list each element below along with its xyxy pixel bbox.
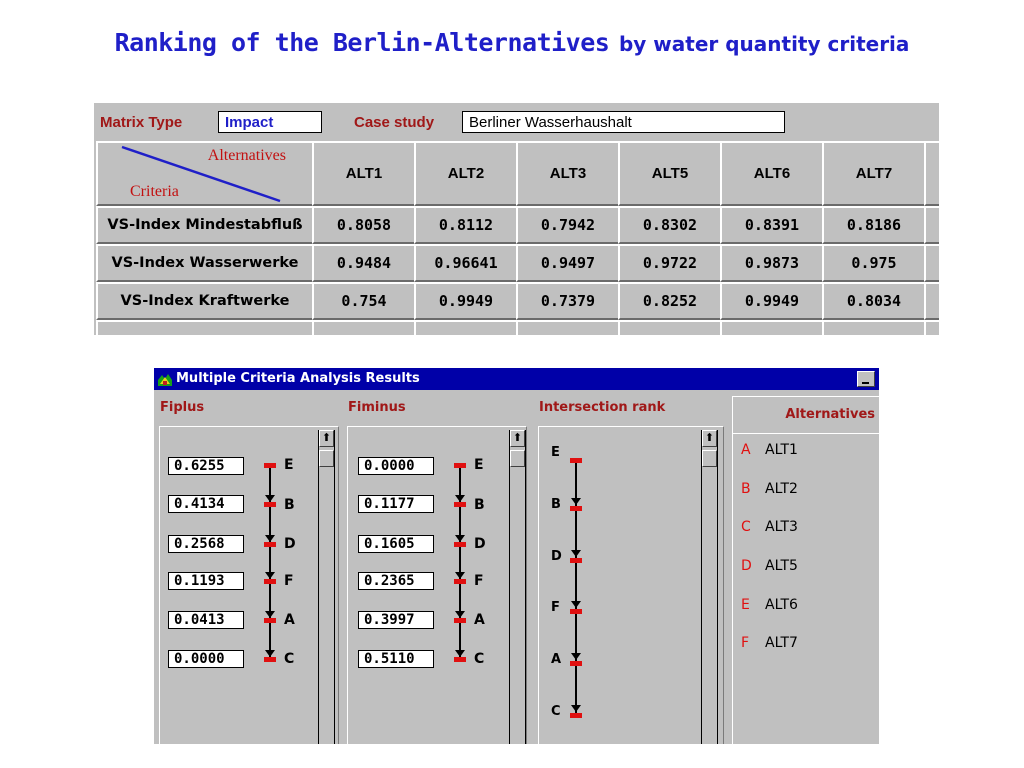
down-arrow-icon — [455, 572, 465, 579]
down-arrow-icon — [455, 535, 465, 542]
fiminus-letter: F — [474, 573, 484, 589]
matrix-cell[interactable]: 0.96641 — [414, 244, 518, 282]
down-arrow-icon — [265, 495, 275, 502]
fiplus-label: Fiplus — [160, 400, 205, 415]
alternative-item-c[interactable] — [741, 519, 798, 535]
rank-marker — [454, 657, 466, 662]
matrix-cell[interactable]: 0.8034 — [822, 282, 926, 320]
alternatives-header — [733, 397, 879, 434]
intersection-rank-label: Intersection rank — [539, 400, 666, 415]
intersection-letter: A — [551, 652, 562, 667]
fiminus-value[interactable]: 0.1177 — [358, 495, 434, 513]
fiplus-value[interactable]: 0.2568 — [168, 535, 244, 553]
down-arrow-icon — [571, 550, 581, 557]
intersection-panel — [538, 426, 724, 744]
down-arrow-icon — [455, 650, 465, 657]
matrix-cell[interactable]: 0.8252 — [618, 282, 722, 320]
matrix-cell[interactable]: 0.7379 — [516, 282, 620, 320]
matrix-type-label: Matrix Type — [100, 114, 183, 131]
intersection-letter: D — [551, 549, 562, 564]
fiplus-letter: B — [284, 497, 295, 513]
fiplus-value[interactable]: 0.0000 — [168, 650, 244, 668]
fiminus-value[interactable]: 0.5110 — [358, 650, 434, 668]
rank-marker — [570, 558, 582, 563]
alternative-name: ALT1 — [765, 442, 798, 458]
row-label-mindestabfluss[interactable]: VS-Index Mindestabfluß — [96, 206, 314, 244]
fiminus-value[interactable]: 0.2365 — [358, 572, 434, 590]
column-header-alt3[interactable]: ALT3 — [516, 141, 620, 206]
down-arrow-icon — [265, 572, 275, 579]
rank-marker — [264, 463, 276, 468]
matrix-cell-overflow — [924, 282, 939, 320]
fiminus-rank-line — [459, 463, 461, 657]
down-arrow-icon — [265, 611, 275, 618]
scroll-up-icon: ⬆ — [704, 432, 715, 444]
fiplus-letter: D — [284, 536, 296, 552]
alternative-key: E — [741, 597, 750, 613]
fiminus-letter: E — [474, 457, 484, 473]
matrix-type-field[interactable]: Impact — [218, 111, 322, 133]
fiplus-letter: C — [284, 651, 295, 667]
case-study-label: Case study — [354, 114, 435, 131]
fiplus-value[interactable]: 0.0413 — [168, 611, 244, 629]
fiminus-letter: D — [474, 536, 486, 552]
alternative-key: F — [741, 635, 750, 651]
down-arrow-icon — [455, 611, 465, 618]
matrix-cell[interactable]: 0.8058 — [312, 206, 416, 244]
rank-marker — [570, 506, 582, 511]
column-header-alt7[interactable]: ALT7 — [822, 141, 926, 206]
down-arrow-icon — [571, 601, 581, 608]
matrix-cell[interactable] — [822, 320, 926, 335]
matrix-cell[interactable]: 0.9722 — [618, 244, 722, 282]
scroll-up-icon: ⬆ — [321, 432, 332, 444]
fiminus-value[interactable]: 0.1605 — [358, 535, 434, 553]
matrix-cell[interactable]: 0.9949 — [720, 282, 824, 320]
matrix-cell[interactable]: 0.754 — [312, 282, 416, 320]
matrix-cell[interactable] — [516, 320, 620, 335]
scroll-thumb[interactable] — [510, 450, 525, 467]
scroll-up-button[interactable] — [702, 430, 717, 447]
matrix-cell-overflow — [924, 320, 939, 335]
down-arrow-icon — [571, 705, 581, 712]
fiminus-scrollbar[interactable] — [509, 430, 526, 744]
down-arrow-icon — [265, 650, 275, 657]
fiplus-letter: F — [284, 573, 294, 589]
rank-marker — [454, 502, 466, 507]
matrix-cell[interactable] — [618, 320, 722, 335]
rank-marker — [570, 661, 582, 666]
corner-alternatives-label: Alternatives — [207, 147, 286, 164]
fiplus-letter: A — [284, 612, 295, 628]
fiplus-scrollbar[interactable] — [318, 430, 335, 744]
rank-marker — [454, 579, 466, 584]
case-study-field[interactable]: Berliner Wasserhaushalt — [462, 111, 785, 133]
scroll-up-button[interactable] — [319, 430, 334, 447]
matrix-cell[interactable] — [312, 320, 416, 335]
scroll-up-button[interactable] — [510, 430, 525, 447]
alternatives-header-label: Alternatives — [785, 407, 875, 422]
fiplus-value[interactable]: 0.4134 — [168, 495, 244, 513]
intersection-letter: E — [551, 445, 560, 460]
matrix-cell[interactable]: 0.975 — [822, 244, 926, 282]
matrix-cell[interactable]: 0.8112 — [414, 206, 518, 244]
column-header-alt6[interactable]: ALT6 — [720, 141, 824, 206]
matrix-cell[interactable]: 0.8302 — [618, 206, 722, 244]
fiplus-value[interactable]: 0.6255 — [168, 457, 244, 475]
app-icon — [157, 371, 173, 387]
minimize-button[interactable] — [857, 371, 875, 387]
title-sub: by water quantity criteria — [618, 32, 910, 56]
alternative-name: ALT3 — [765, 519, 798, 535]
rank-marker — [264, 502, 276, 507]
minimize-icon — [862, 382, 869, 384]
rank-marker — [570, 713, 582, 718]
alternative-item-a[interactable] — [741, 442, 798, 458]
mca-results-window — [154, 368, 879, 744]
matrix-cell[interactable]: 0.9484 — [312, 244, 416, 282]
alternative-item-f[interactable] — [741, 635, 798, 651]
fiplus-rank-line — [269, 463, 271, 657]
matrix-cell[interactable]: 0.9949 — [414, 282, 518, 320]
down-arrow-icon — [571, 498, 581, 505]
matrix-cell-overflow — [924, 244, 939, 282]
alternative-item-b[interactable] — [741, 481, 798, 497]
column-header-alt5[interactable]: ALT5 — [618, 141, 722, 206]
rank-marker — [454, 463, 466, 468]
row-label-empty[interactable] — [96, 320, 314, 335]
fiminus-label: Fiminus — [348, 400, 406, 415]
scroll-up-icon: ⬆ — [512, 432, 523, 444]
scroll-thumb[interactable] — [319, 450, 334, 467]
alternative-key: A — [741, 442, 751, 458]
fiminus-letter: B — [474, 497, 485, 513]
alternative-name: ALT2 — [765, 481, 798, 497]
alternatives-panel — [732, 396, 879, 744]
corner-criteria-label: Criteria — [130, 183, 179, 200]
alternative-key: B — [741, 481, 751, 497]
fiminus-letter: A — [474, 612, 485, 628]
title-main: Ranking of the Berlin-Alternatives — [114, 28, 610, 57]
row-label-wasserwerke[interactable]: VS-Index Wasserwerke — [96, 244, 314, 282]
fiminus-value[interactable]: 0.3997 — [358, 611, 434, 629]
rank-marker — [264, 579, 276, 584]
intersection-letter: B — [551, 497, 561, 512]
fiplus-value[interactable]: 0.1193 — [168, 572, 244, 590]
alternative-key: C — [741, 519, 751, 535]
alternative-item-d[interactable] — [741, 558, 798, 574]
alternative-name: ALT7 — [765, 635, 798, 651]
intersection-scrollbar[interactable] — [701, 430, 718, 744]
row-label-kraftwerke[interactable]: VS-Index Kraftwerke — [96, 282, 314, 320]
rank-marker — [264, 542, 276, 547]
rank-marker — [454, 618, 466, 623]
corner-diagonal — [100, 145, 310, 203]
matrix-cell-overflow — [924, 206, 939, 244]
page-title — [0, 28, 1024, 57]
down-arrow-icon — [265, 535, 275, 542]
matrix-cell[interactable] — [414, 320, 518, 335]
rank-marker — [570, 458, 582, 463]
alternative-name: ALT5 — [765, 558, 798, 574]
column-header-overflow — [924, 141, 939, 206]
matrix-cell[interactable]: 0.8186 — [822, 206, 926, 244]
impact-matrix-panel — [94, 103, 939, 335]
down-arrow-icon — [571, 653, 581, 660]
column-header-alt1[interactable]: ALT1 — [312, 141, 416, 206]
matrix-cell[interactable]: 0.9873 — [720, 244, 824, 282]
intersection-letter: C — [551, 704, 561, 719]
window-titlebar[interactable] — [154, 368, 879, 390]
fiplus-letter: E — [284, 457, 294, 473]
alternative-item-e[interactable] — [741, 597, 798, 613]
column-header-alt2[interactable]: ALT2 — [414, 141, 518, 206]
matrix-cell[interactable]: 0.9497 — [516, 244, 620, 282]
window-title: Multiple Criteria Analysis Results — [176, 371, 420, 386]
down-arrow-icon — [455, 495, 465, 502]
fiminus-value[interactable]: 0.0000 — [358, 457, 434, 475]
rank-marker — [570, 609, 582, 614]
scroll-thumb[interactable] — [702, 450, 717, 467]
alternative-key: D — [741, 558, 752, 574]
rank-marker — [454, 542, 466, 547]
matrix-cell[interactable] — [720, 320, 824, 335]
matrix-cell[interactable]: 0.8391 — [720, 206, 824, 244]
fiminus-letter: C — [474, 651, 485, 667]
matrix-cell[interactable]: 0.7942 — [516, 206, 620, 244]
rank-marker — [264, 618, 276, 623]
intersection-letter: F — [551, 600, 560, 615]
rank-marker — [264, 657, 276, 662]
alternative-name: ALT6 — [765, 597, 798, 613]
